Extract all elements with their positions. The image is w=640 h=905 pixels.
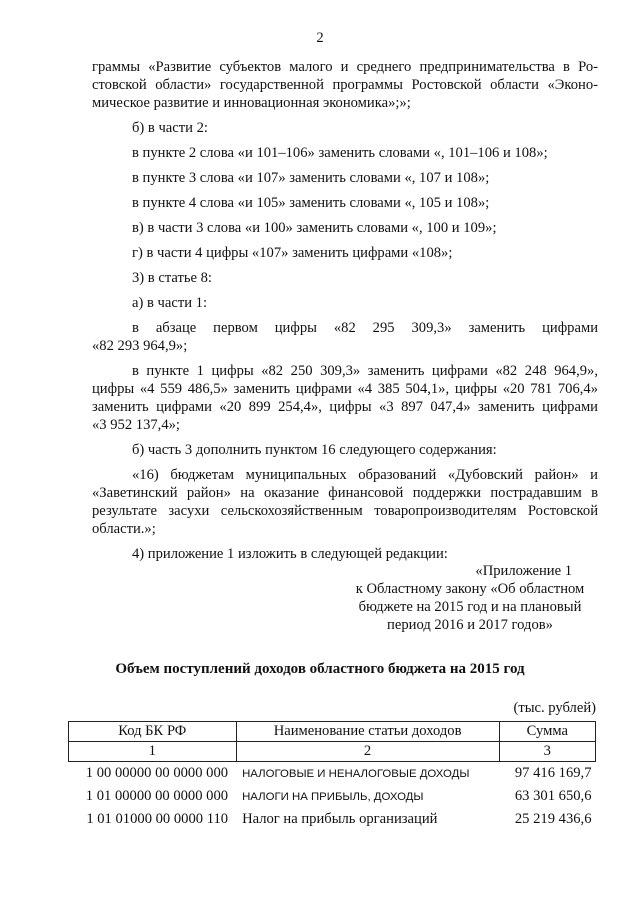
- row-name: НАЛОГИ НА ПРИБЫЛЬ, ДОХОДЫ: [242, 790, 424, 803]
- row-sum: 25 219 436,6: [514, 811, 592, 827]
- body-line: стовской области» государственной программы Ростовской области «Эконо-: [92, 77, 598, 93]
- body-line: 4) приложение 1 изложить в следующей редакции:: [132, 546, 448, 562]
- body-line: цифры «4 559 486,5» заменить цифрами «4 385 504,1», цифры «20 781 706,4»: [92, 381, 598, 397]
- body-line: «16) бюджетам муниципальных образований «Дубовский район» и: [132, 467, 598, 483]
- appendix-line: к Областному закону «Об областном: [355, 581, 585, 597]
- body-line: в пункте 2 слова «и 101–106» заменить словами «, 101–106 и 108»;: [132, 145, 548, 161]
- appendix-line: период 2016 и 2017 годов»: [387, 617, 553, 633]
- table-body: [69, 762, 596, 832]
- body-line: граммы «Развитие субъектов малого и среднего предпринимательства в Ро-: [92, 59, 598, 75]
- row-code: 1 01 01000 00 0000 110: [86, 811, 229, 827]
- body-line: «Заветинский район» на оказание финансовой поддержки пострадавшим в: [92, 485, 598, 501]
- body-line: мическое развитие и инновационная экономика»;»;: [92, 95, 411, 111]
- appendix-line: бюджете на 2015 год и на плановый: [358, 599, 582, 615]
- body-line: «3 952 137,4»;: [92, 417, 180, 433]
- header-cell-code: Код БК РФ: [69, 722, 237, 742]
- body-line: б) часть 3 дополнить пунктом 16 следующего содержания:: [132, 442, 497, 458]
- body-line: б) в части 2:: [132, 120, 208, 136]
- header-cell-name: Наименование статьи доходов: [236, 722, 499, 742]
- body-line: 3) в статье 8:: [132, 270, 212, 286]
- table-header-row: [69, 722, 596, 742]
- row-code: 1 01 00000 00 0000 000: [85, 788, 229, 804]
- appendix-heading: [350, 562, 590, 634]
- row-code: 1 00 00000 00 0000 000: [85, 765, 229, 781]
- body-line: заменить цифрами «20 899 254,4», цифры «3 897 047,4» заменить цифрами: [92, 399, 598, 415]
- table-row: [69, 785, 596, 808]
- body-line: в пункте 4 слова «и 105» заменить словами «, 105 и 108»;: [132, 195, 490, 211]
- column-number: 1: [69, 742, 237, 762]
- body-line: результате засухи сельскохозяйственным товаропроизводителям Ростовской: [92, 503, 598, 519]
- appendix-line: «Приложение 1: [475, 563, 572, 579]
- header-cell-sum: Сумма: [499, 722, 595, 742]
- row-sum: 63 301 650,6: [514, 788, 592, 804]
- row-name: НАЛОГОВЫЕ И НЕНАЛОГОВЫЕ ДОХОДЫ: [242, 767, 470, 780]
- document-body: [92, 58, 598, 563]
- column-number: 3: [499, 742, 595, 762]
- table-row: [69, 762, 596, 786]
- units-label: (тыс. рублей): [513, 700, 596, 716]
- column-number: 2: [236, 742, 499, 762]
- table-title: Объем поступлений доходов областного бюджета на 2015 год: [115, 661, 525, 677]
- page-number: 2: [316, 30, 324, 46]
- table-row: [69, 808, 596, 831]
- row-name: Налог на прибыль организаций: [242, 811, 438, 827]
- body-line: в пункте 3 слова «и 107» заменить словами «, 107 и 108»;: [132, 170, 490, 186]
- body-line: а) в части 1:: [132, 295, 208, 311]
- body-line: области.»;: [92, 521, 156, 537]
- revenue-table: [68, 721, 596, 831]
- body-line: «82 293 964,9»;: [92, 338, 188, 354]
- body-line: в абзаце первом цифры «82 295 309,3» заменить цифрами: [132, 320, 598, 336]
- body-line: г) в части 4 цифры «107» заменить цифрами «108»;: [132, 245, 453, 261]
- row-sum: 97 416 169,7: [514, 765, 592, 781]
- table-number-row: [69, 742, 596, 762]
- body-line: в) в части 3 слова «и 100» заменить словами «, 100 и 109»;: [132, 220, 497, 236]
- body-line: в пункте 1 цифры «82 250 309,3» заменить цифрами «82 248 964,9»,: [132, 363, 598, 379]
